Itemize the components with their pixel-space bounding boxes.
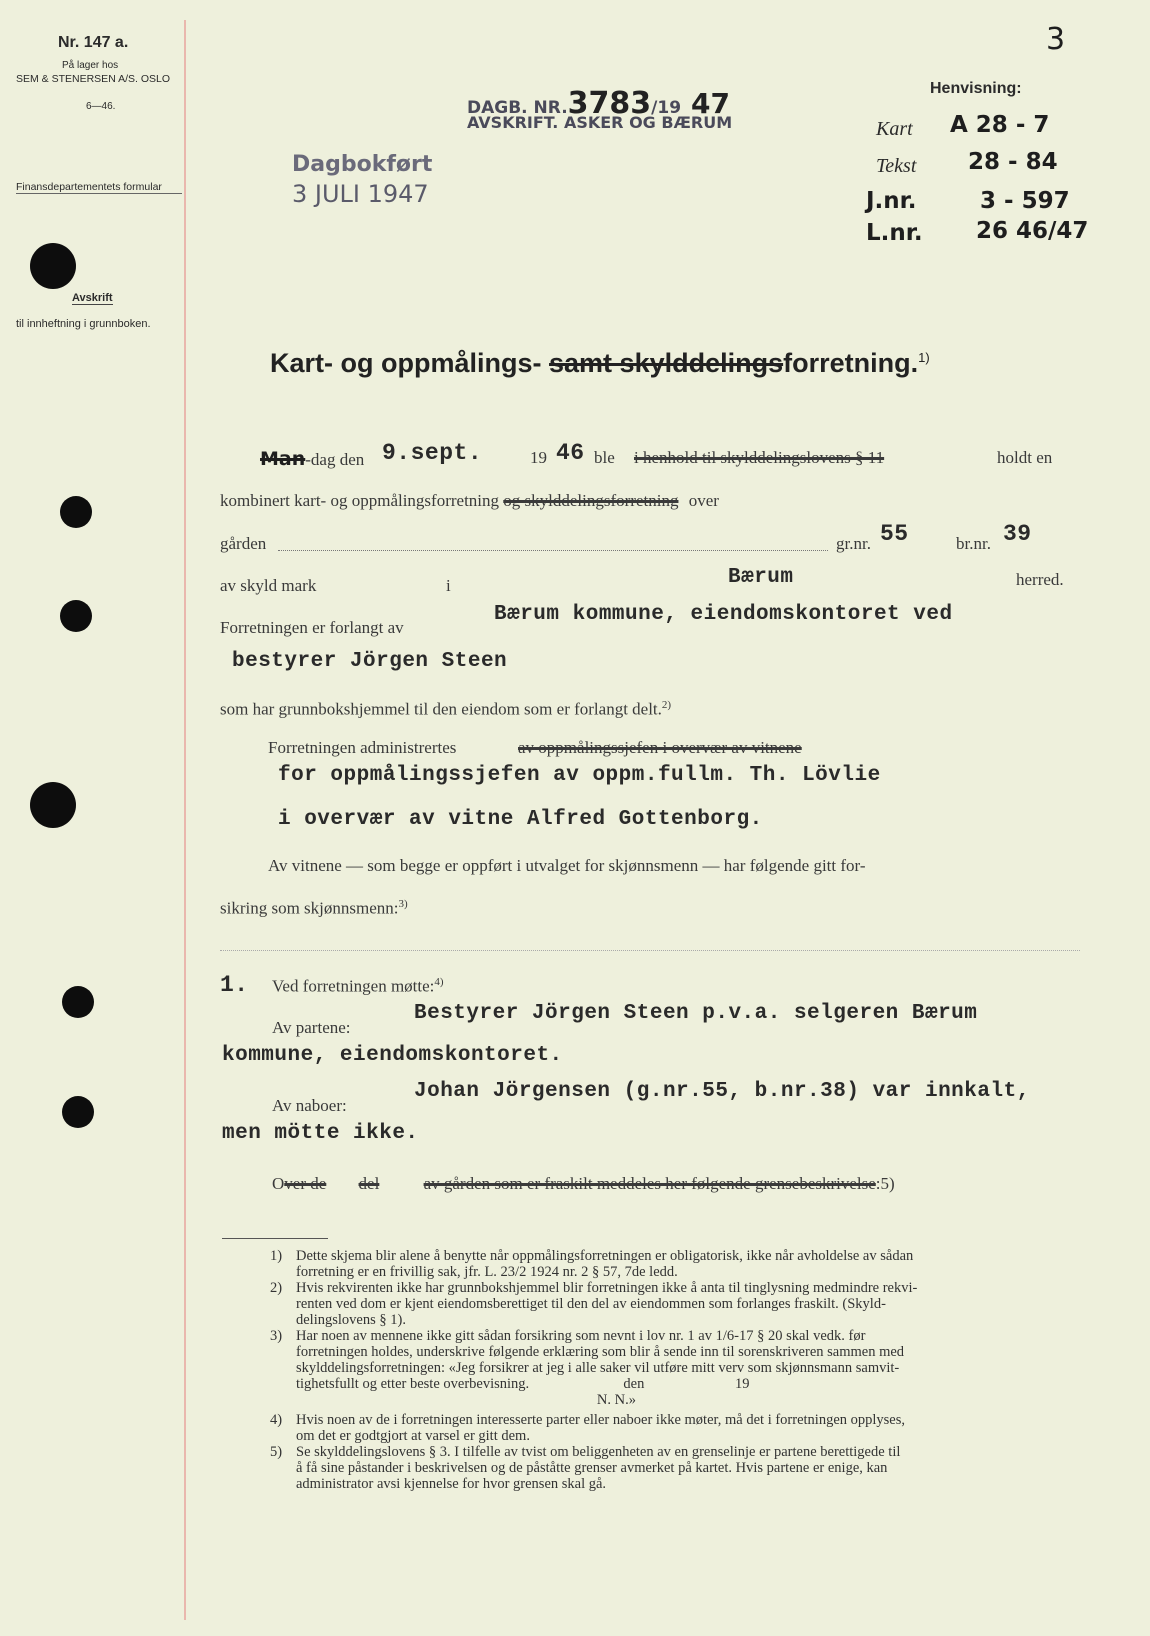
footnote-1 bbox=[270, 1248, 1090, 1280]
combined-line bbox=[220, 491, 719, 511]
recorded-stamp-label: Dagbokført bbox=[292, 152, 433, 177]
title-part2: forretning. bbox=[783, 348, 919, 378]
footnote-rule bbox=[222, 1238, 328, 1239]
copy-note: til innheftning i grunnboken. bbox=[16, 318, 151, 330]
footnote-num: 3) bbox=[270, 1328, 283, 1344]
day-struck: Man bbox=[260, 448, 306, 470]
ref-kart-label: Kart bbox=[876, 118, 913, 140]
footnote-line: renten ved dom er kjent eiendomsberettiget til den del av eiendommen som forlanges fraskilt. (Skyld- bbox=[296, 1296, 886, 1312]
ref-lnr-value: 26 46/47 bbox=[976, 218, 1089, 244]
recorded-stamp-date: 3 JULI 1947 bbox=[292, 180, 429, 208]
herred-word: herred. bbox=[1016, 570, 1064, 589]
municipality: Bærum bbox=[728, 566, 794, 589]
title-holder-ref: 2) bbox=[661, 699, 672, 711]
footnote-line: tighetsfullt og etter beste overbevisning. den 19 bbox=[296, 1376, 750, 1392]
brnr-value: 39 bbox=[1003, 521, 1032, 547]
footnote-line: å få sine påstander i beskrivelsen og de påståtte grenser avmerket på kartet. Hvis partene er enige, kan bbox=[296, 1460, 888, 1476]
item-number: 1. bbox=[220, 972, 249, 998]
witness-ref: 3) bbox=[398, 898, 408, 910]
footnote-2 bbox=[270, 1280, 1090, 1328]
form-edition: 6—46. bbox=[86, 101, 116, 112]
footnote-num: 5) bbox=[270, 1444, 283, 1460]
title-footnote-ref: 1) bbox=[918, 350, 930, 365]
dagb-number: 3783 bbox=[567, 86, 652, 121]
i-word: i bbox=[446, 576, 451, 595]
copy-label: Avskrift bbox=[72, 292, 113, 304]
footnote-4 bbox=[270, 1412, 1090, 1444]
punch-hole bbox=[60, 600, 92, 632]
boundary-struck3: av gården som er fraskilt meddeles her følgende grensebeskrivelse bbox=[423, 1174, 876, 1193]
over-word: over bbox=[688, 491, 719, 510]
date-line bbox=[260, 448, 364, 470]
punch-hole bbox=[30, 243, 76, 289]
attended-text bbox=[272, 976, 444, 997]
ref-kart-value: A 28 - 7 bbox=[950, 112, 1050, 138]
punch-hole bbox=[62, 1096, 94, 1128]
dagb-year: 47 bbox=[691, 87, 730, 120]
boundary-line bbox=[272, 1174, 895, 1194]
admin-struck: av oppmålingssjefen i overvær av vitnene bbox=[518, 738, 802, 757]
combined-struck: og skylddelingsforretning bbox=[503, 491, 679, 510]
meeting-date: 9.sept. bbox=[382, 440, 483, 466]
footnote-line: Se skylddelingslovens § 3. I tilfelle av tvist om beliggenheten av en grenselinje er partene berettigede til bbox=[296, 1444, 901, 1460]
footnotes bbox=[270, 1248, 1090, 1492]
boundary-o: O bbox=[272, 1174, 285, 1193]
ministry-form: Finansdepartementets formular bbox=[16, 181, 182, 194]
document-title bbox=[270, 348, 930, 379]
footnote-line: om det er godtgjort at varsel er gitt dem. bbox=[296, 1428, 530, 1444]
margin-line bbox=[184, 20, 186, 1620]
office-stamp: AVSKRIFT. ASKER OG BÆRUM bbox=[467, 113, 733, 132]
title-holder-text bbox=[220, 699, 671, 720]
neighbours-line1: Johan Jörgensen (g.nr.55, b.nr.38) var innkalt, bbox=[414, 1080, 1030, 1103]
dagb-label: DAGB. NR. bbox=[467, 98, 568, 118]
grnr-label: gr.nr. bbox=[836, 534, 871, 553]
footnote-line: skylddelingsforretningen: «Jeg forsikrer at jeg i alle saker vil utføre mitt verv som skjønnsmann samvit- bbox=[296, 1360, 900, 1376]
title-part1: Kart- og oppmålings- bbox=[270, 348, 542, 378]
attended: Ved forretningen møtte: bbox=[272, 976, 435, 996]
farm-dotted-line bbox=[278, 550, 828, 551]
admin-line2: i overvær av vitne Alfred Gottenborg. bbox=[278, 808, 763, 831]
reference-heading: Henvisning: bbox=[930, 80, 1022, 97]
footnote-num: 2) bbox=[270, 1280, 283, 1296]
parties-label: Av partene: bbox=[272, 1018, 351, 1037]
footnote-line: N. N.» bbox=[296, 1392, 636, 1408]
separator-dots bbox=[220, 950, 1080, 951]
footnote-line: administrator avsi kjennelse for hvor grensen skal gå. bbox=[296, 1476, 607, 1492]
grnr-value: 55 bbox=[880, 521, 909, 547]
boundary-struck1: ver de bbox=[284, 1174, 327, 1193]
footnote-num: 4) bbox=[270, 1412, 283, 1428]
admin-line1: for oppmålingssjefen av oppm.fullm. Th. Lövlie bbox=[278, 764, 881, 787]
footnote-num: 1) bbox=[270, 1248, 283, 1264]
footnote-line: Hvis noen av de i forretningen interesserte parter eller naboer ikke møter, må det i forretningen opplyses, bbox=[296, 1412, 906, 1428]
ref-tekst-value: 28 - 84 bbox=[968, 149, 1058, 175]
footnote-3 bbox=[270, 1328, 1090, 1408]
footnote-line: Hvis rekvirenten ikke har grunnbokshjemmel blir forretningen ikke å anta til tinglysning medmindre rekvi- bbox=[296, 1280, 918, 1296]
combined-text: kombinert kart- og oppmålingsforretning bbox=[220, 491, 500, 510]
title-struck: samt skylddelings bbox=[549, 348, 784, 378]
skyld-label: av skyld mark bbox=[220, 576, 317, 595]
farm-label: gården bbox=[220, 534, 267, 553]
punch-hole bbox=[30, 782, 76, 828]
ref-jnr-label: J.nr. bbox=[866, 188, 917, 214]
footnote-line: delingslovens § 1). bbox=[296, 1312, 406, 1328]
attended-ref: 4) bbox=[434, 976, 444, 988]
neighbours-label: Av naboer: bbox=[272, 1096, 347, 1115]
witness-line1: Av vitnene — som begge er oppført i utvalget for skjønnsmenn — har følgende gitt for- bbox=[268, 856, 866, 875]
footnote-5 bbox=[270, 1444, 1090, 1492]
requested-line1: Bærum kommune, eiendomskontoret ved bbox=[494, 603, 953, 626]
footnote-line: forretningen holdes, underskrive følgende erklæring som blir å sende inn til sorenskriveren sammen med bbox=[296, 1344, 905, 1360]
parties-line1: Bestyrer Jörgen Steen p.v.a. selgeren Bærum bbox=[414, 1002, 978, 1025]
footnote-line: Dette skjema blir alene å benytte når oppmålingsforretningen er obligatorisk, ikke når avholdelse av sådan bbox=[296, 1248, 914, 1264]
witness-line2: sikring som skjønnsmenn: bbox=[220, 898, 399, 918]
page-number: 3 bbox=[1046, 22, 1066, 57]
footnote-line: forretning er en frivillig sak, jfr. L. 23/2 1924 nr. 2 § 57, 7de ledd. bbox=[296, 1264, 678, 1280]
boundary-struck2: del bbox=[358, 1174, 380, 1193]
sold-at-line2: SEM & STENERSEN A/S. OSLO bbox=[16, 73, 171, 85]
parties-line2: kommune, eiendomskontoret. bbox=[222, 1044, 563, 1067]
held-word: holdt en bbox=[997, 448, 1053, 467]
dagb-year-prefix: /19 bbox=[651, 98, 682, 118]
day-word: -dag den bbox=[305, 450, 365, 469]
witness-line2-text bbox=[220, 898, 408, 919]
year-prefix: 19 bbox=[530, 448, 547, 467]
neighbours-line2: men mötte ikke. bbox=[222, 1122, 419, 1145]
ref-jnr-value: 3 - 597 bbox=[980, 188, 1070, 214]
sold-at-line1: På lager hos bbox=[62, 60, 119, 71]
boundary-ref: :5) bbox=[875, 1174, 895, 1193]
punch-hole bbox=[60, 496, 92, 528]
ble-word: ble bbox=[594, 448, 615, 467]
footnote-line: Har noen av mennene ikke gitt sådan forsikring som nevnt i lov nr. 1 av 1/6-17 § 20 skal vedk. før bbox=[296, 1328, 866, 1344]
ref-tekst-label: Tekst bbox=[876, 155, 917, 177]
admin-label: Forretningen administrertes bbox=[268, 738, 457, 757]
meeting-year: 46 bbox=[556, 440, 585, 466]
punch-hole bbox=[62, 986, 94, 1018]
requested-line2: bestyrer Jörgen Steen bbox=[232, 650, 508, 673]
struck-law: i henhold til skylddelingslovens § 11 bbox=[634, 448, 885, 467]
form-number: Nr. 147 a. bbox=[58, 34, 129, 51]
ref-lnr-label: L.nr. bbox=[866, 220, 923, 246]
requested-label: Forretningen er forlangt av bbox=[220, 618, 404, 637]
title-holder: som har grunnbokshjemmel til den eiendom som er forlangt delt. bbox=[220, 699, 662, 719]
brnr-label: br.nr. bbox=[956, 534, 991, 553]
